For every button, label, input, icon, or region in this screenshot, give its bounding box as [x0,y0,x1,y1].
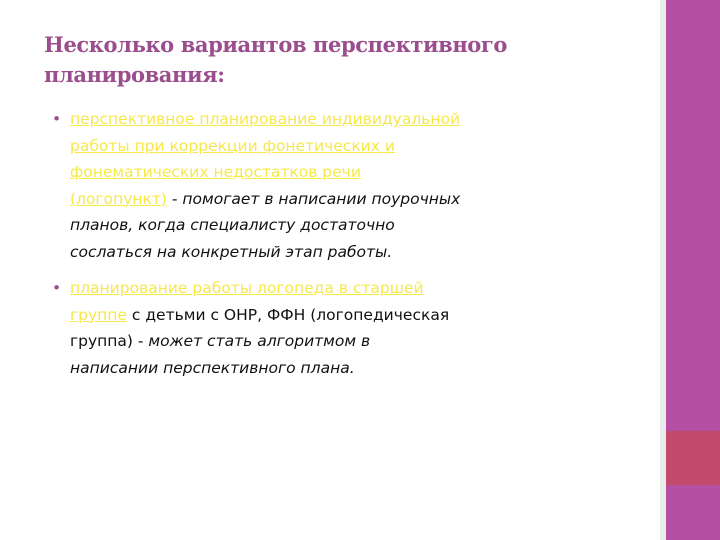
bullet-item-1 [52,106,462,265]
bullet-italic-1: помогает в написании поурочных планов, когда специалисту достаточно сослаться на конкретный этап работы. [70,189,461,261]
bullet-list [52,106,462,391]
bullet-plain-2: с детьми с ОНР, ФФН (логопедическая группа) - [70,305,450,350]
slide-title: Несколько вариантов перспективного планирования: [44,32,507,87]
bullet-icon: • [52,110,62,128]
bullet-link-1[interactable]: перспективное планирование индивидуальной работы при коррекции фонетических и фонематических недостатков речи (логопункт) [70,110,461,208]
bullet-plain-1: - [166,189,183,208]
bullet-item-2 [52,275,462,381]
bullet-italic-2: может стать алгоритмом в написании перспективного плана. [70,332,371,377]
side-accent-block [666,431,720,485]
bullet-link-2[interactable]: планирование работы логопеда в старшей группе [70,279,424,324]
bullet-icon: • [52,279,62,297]
